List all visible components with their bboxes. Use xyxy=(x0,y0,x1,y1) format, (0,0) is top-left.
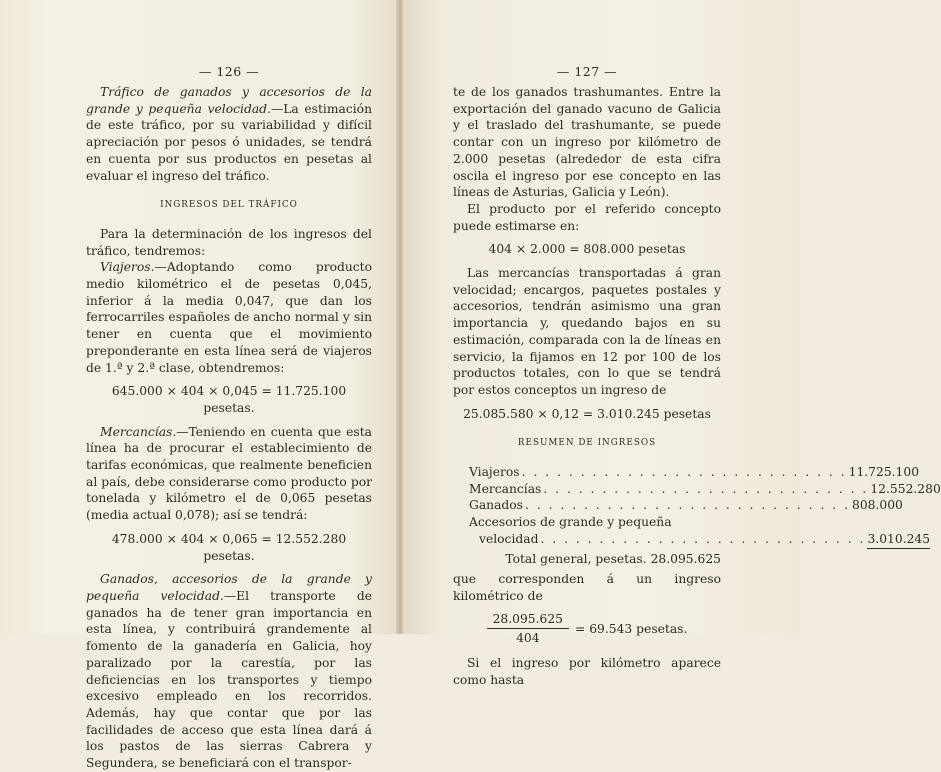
summary-row xyxy=(453,514,721,531)
left-page xyxy=(0,0,400,771)
summary-row xyxy=(453,481,941,498)
summary-value: 808.000 xyxy=(852,498,903,513)
total-label: Total general, pesetas. xyxy=(505,551,647,566)
summary-label: Ganados xyxy=(469,498,523,513)
summary-value: 3.010.245 xyxy=(867,531,930,549)
page-number: — 127 — xyxy=(556,64,618,79)
formula-ganados: 404 × 2.000 = 808.000 pesetas xyxy=(488,242,686,257)
paragraph-continuation: te de los ganados trashumantes. Entre la exportación del ganado vacuno de Galicia y el traslado del trashumante, se puede contar con un ingreso por kilómetro de 2.000 pesetas (alrededor de esta cifra oscila el ingreso por ese concepto en las líneas de Asturias, Galicia y León). xyxy=(453,85,721,200)
summary-label: Mercancías xyxy=(469,481,542,496)
paragraph-text: —La estimación de este tráfico, por su variabilidad y difícil apreciación por pesos ó unidades, se tendrá en cuenta por sus productos en pesetas al evaluar el ingreso del tráfico. xyxy=(86,101,372,183)
fraction xyxy=(487,611,569,647)
summary-table xyxy=(453,464,941,567)
right-page xyxy=(403,0,941,687)
summary-value: 12.552.280 xyxy=(870,481,941,496)
paragraph-mercancias xyxy=(86,424,372,524)
paragraph-text: —Teniendo en cuenta que esta línea ha de procurar el establecimiento de tarifas económicas, que realmente beneficien al país, debe considerarse como producto por tonelada y kilómetro el de 0,065 pesetas (media actual 0,078); así se tendrá: xyxy=(86,424,372,523)
leader-dots: . . . . . . . . . . . . . . . . . . . . . . . . . . . . xyxy=(525,498,850,513)
summary-row xyxy=(453,464,920,481)
page-number: — 126 — xyxy=(198,64,260,79)
total-value: 28.095.625 xyxy=(650,551,721,566)
fraction-result: = 69.543 pesetas. xyxy=(575,621,688,636)
right-page-content xyxy=(453,62,941,689)
leader-dots: . . . . . . . . . . . . . . . . . . . . . . . . . . . . xyxy=(543,481,869,496)
paragraph-kilometric: que corresponden á un ingreso kilométrico de xyxy=(453,572,721,603)
leader-dots: . . . . . . . . . . . . . . . . . . . . . . . . . . . . xyxy=(521,465,847,480)
formula-viajeros: 645.000 × 404 × 0,045 = 11.725.100 pesetas. xyxy=(111,384,347,415)
section-title: Viajeros. xyxy=(100,260,155,275)
fraction-formula xyxy=(453,611,721,647)
summary-total xyxy=(453,551,721,568)
summary-label: Accesorios de grande y pequeña xyxy=(469,515,672,530)
summary-label: velocidad xyxy=(479,531,539,546)
paragraph-estimate: El producto por el referido concepto puede estimarse en: xyxy=(453,201,721,233)
paragraph-gran-velocidad: Las mercancías transportadas á gran velocidad; encargos, paquetes postales y accesorios, tendrán asimismo una gran importancia y, quedando bajos en su estimación, comparada con la de líneas en servicio, la fijamos en 12 por 100 de los productos totales, con lo que se tendrá por estos conceptos un ingreso de xyxy=(453,266,721,397)
paragraph-ganados xyxy=(86,571,372,771)
fraction-numerator: 28.095.625 xyxy=(487,611,569,630)
summary-row xyxy=(453,497,903,514)
formula-accesorios: 25.085.580 × 0,12 = 3.010.245 pesetas xyxy=(463,406,711,421)
left-page-content xyxy=(86,62,372,772)
fraction-denominator: 404 xyxy=(516,631,540,646)
section-heading: RESUMEN DE INGRESOS xyxy=(517,438,657,449)
section-heading: INGRESOS DEL TRÁFICO xyxy=(160,200,298,211)
paragraph-final: Si el ingreso por kilómetro aparece como hasta xyxy=(453,656,721,687)
formula-mercancias: 478.000 × 404 × 0,065 = 12.552.280 pesetas. xyxy=(111,531,347,563)
paragraph-viajeros xyxy=(86,259,372,376)
summary-value: 11.725.100 xyxy=(848,465,920,480)
paragraph-trafico-ganados xyxy=(86,84,372,184)
section-title: Tráfico de ganados y accesorios de la grande y pequeña velocidad. xyxy=(86,85,372,116)
section-title: Ganados, accesorios de la grande y pequeña velocidad. xyxy=(86,572,372,603)
paragraph-intro: Para la determinación de los ingresos del tráfico, tendremos: xyxy=(86,226,372,258)
leader-dots: . . . . . . . . . . . . . . . . . . . . . . . . . . . . xyxy=(540,531,866,546)
summary-label: Viajeros xyxy=(469,465,520,480)
paragraph-text: —El transporte de ganados ha de tener gran importancia en esta línea, y contribuirá grandemente al fomento de la ganadería en Galicia, hoy paralizado por la carestía, por las deficiencias en los transportes y tiempo excesivo empleado en los recorridos. Además, hay que contar que por las facilidades de acceso que esta línea dará á los pastos de las sierras Cabrera y Segundera, se beneficiará con el transpor- xyxy=(86,588,372,771)
summary-row xyxy=(453,531,931,549)
section-title: Mercancías. xyxy=(100,424,177,439)
paragraph-text: —Adoptando como producto medio kilométrico el de pesetas 0,045, inferior á la media 0,047, que dan los ferrocarriles españoles de ancho normal y sin tener en cuenta que el movimiento preponderante en esta línea será de viajeros de 1.ª y 2.ª clase, obtendremos: xyxy=(86,260,372,375)
